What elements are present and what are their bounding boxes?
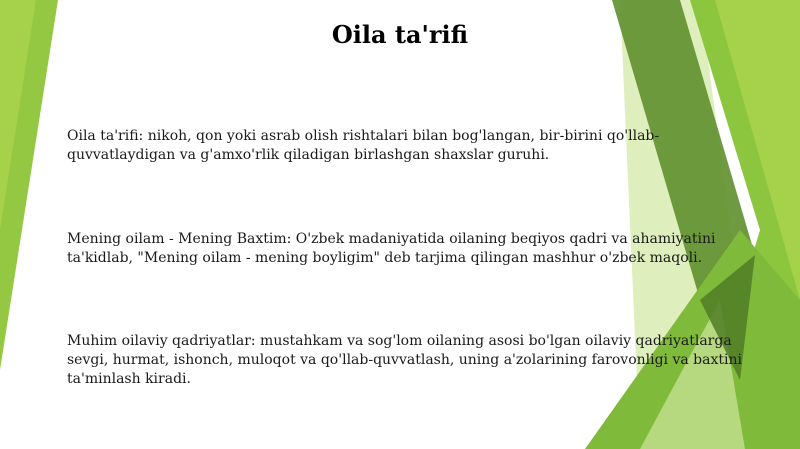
- paragraph-family-values: Muhim oilaviy qadriyatlar: mustahkam va sog'lom oilaning asosi bo'lgan oilaviy qadriyatlarga sevgi, hurmat, ishonch, muloqot va qo'llab-quvvatlash, uning a'zolarining farovonligi va baxtini ta'minlash kiradi.: [67, 333, 742, 387]
- paragraph-my-family-happiness: Mening oilam - Mening Baxtim: O'zbek madaniyatida oilaning beqiyos qadri va ahamiyatini ta'kidlab, "Mening oilam - mening boyligim" deb tarjima qilingan mashhur o'zbek maqoli.: [67, 231, 716, 266]
- slide-title: Oila ta'rifi: [331, 20, 469, 49]
- paragraph-family-definition: Oila ta'rifi: nikoh, qon yoki asrab olish rishtalari bilan bog'langan, bir-birini qo'llab-quvvatlaydigan va g'amxo'rlik qiladigan birlashgan shaxslar guruhi.: [67, 128, 660, 163]
